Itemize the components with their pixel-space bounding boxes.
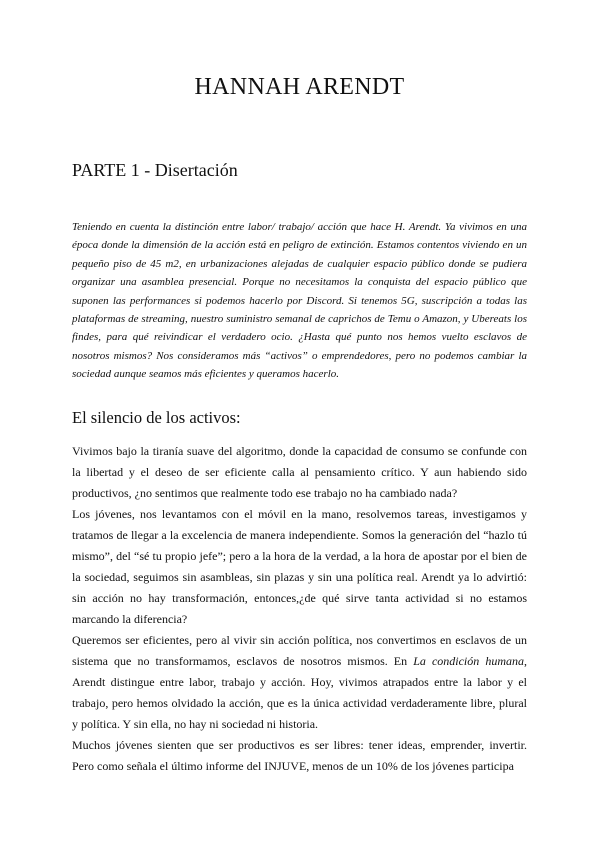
- paragraph-3-text-end: , Arendt distingue entre labor, trabajo y acción. Hoy, vivimos atrapados entre la labor y el trabajo, pero hemos olvidado la acción, que es la única actividad verdaderamente libre, plural y política. Y sin ella, no hay ni sociedad ni historia.: [72, 654, 527, 731]
- body-paragraph-4: Muchos jóvenes sienten que ser productivos es ser libres: tener ideas, emprender, invertir. Pero como señala el último informe del INJUVE, menos de un 10% de los jóvenes participa: [72, 738, 527, 773]
- book-title: La condición humana: [413, 654, 524, 668]
- document-title: HANNAH ARENDT: [194, 74, 405, 100]
- section-subheading: El silencio de los activos:: [72, 408, 241, 427]
- body-paragraph-2: Los jóvenes, nos levantamos con el móvil en la mano, resolvemos tareas, investigamos y tratamos de llegar a la excelencia de manera independiente. Somos la generación del “hazlo tú mismo”, del “sé tu propio jefe”; pero a la hora de la verdad, a la hora de apostar por el bien de la sociedad, seguimos sin asambleas, sin plazas y sin una política real. Arendt ya lo advirtió: sin acción no hay transformación, entonces,¿de qué sirve tanta actividad si no estamos marcando la diferencia?: [72, 507, 527, 626]
- part-heading: PARTE 1 - Disertación: [72, 160, 238, 180]
- body-paragraph-1: Vivimos bajo la tiranía suave del algoritmo, donde la capacidad de consumo se confunde con la libertad y el deseo de ser eficiente calla al pensamiento crítico. Y aun habiendo sido productivos, ¿no sentimos que realmente todo ese trabajo no ha cambiado nada?: [72, 444, 527, 500]
- document-page: [72, 0, 527, 848]
- intro-paragraph: Teniendo en cuenta la distinción entre labor/ trabajo/ acción que hace H. Arendt. Ya vivimos en una época donde la dimensión de la acción está en peligro de extinción. Estamos contentos viviendo en un pequeño piso de 45 m2, en urbanizaciones alejadas de cualquier espacio público donde se pudiera organizar una asamblea presencial. Porque no necesitamos la conquista del espacio público que suponen las performances si podemos hacerlo por Discord. Si tenemos 5G, suscripción a todas las plataformas de streaming, nuestro suministro semanal de caprichos de Temu o Amazon, y Ubereats los findes, para qué reivindicar el verdadero ocio. ¿Hasta qué punto nos hemos vuelto esclavos de nosotros mismos? Nos consideramos más “activos” o emprendedores, pero no podemos cambiar la sociedad aunque seamos más eficientes y queramos hacerlo.: [72, 221, 527, 381]
- body-text: [72, 441, 527, 777]
- paragraph-3-text-start: Queremos ser eficientes, pero al vivir sin acción política, nos convertimos en esclavos de un sistema que no transformamos, esclavos de nosotros mismos. En: [72, 633, 527, 668]
- body-paragraph-3: [72, 630, 527, 735]
